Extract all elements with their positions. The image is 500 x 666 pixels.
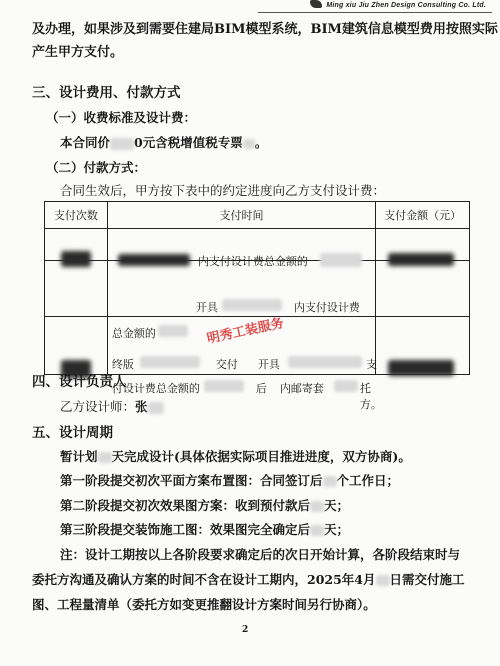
redacted-percent [204,380,244,392]
redacted-days [98,452,112,463]
company-name: Ming xiu Jiu Zhen Design Consulting Co. Ltd. [326,2,486,9]
redacted-text [288,356,362,368]
redacted-amount [388,360,454,376]
subsection-2-title: （二）付款方式： [46,160,147,175]
note-line-1: 注：设计工期按以上各阶段要求确定后的次日开始计算，各阶段结束时与 [60,547,461,562]
redacted-days [310,501,324,512]
period-line-1b: 天完成设计(具体依据实际项目推进进度，双方协商)。 [111,449,411,464]
row2-text-c: 总金额的 [111,326,156,340]
stage-3b: 天； [324,522,350,537]
redacted-text [222,299,282,311]
note-2a: 委托方沟通及确认方案的时间不含在设计工期内，2025年4月 [32,572,376,587]
table-cell [107,229,375,268]
redacted-amount [110,138,134,150]
header-rule [258,12,492,13]
section-5-title: 五、设计周期 [32,425,113,441]
redacted-count [61,251,91,267]
contract-price-end: 。 [254,135,268,150]
contract-price-suffix: 0元含税增值税专票 [134,135,243,150]
table-cell [376,229,470,261]
note-line-2 [32,572,465,588]
table-row [45,229,470,261]
header-cell-amount: 支付金额（元） [376,202,470,229]
redacted-percent [158,325,188,337]
watermark-stamp: 明秀工装服务 [205,315,285,346]
body-line-2: 产生甲方支付。 [32,45,124,60]
stage-3a: 第三阶段提交装饰施工图：效果图完全确定后 [60,522,311,537]
note-line-3: 图、工程量清单（委托方如变更推翻设计方案时间另行协商）。 [32,597,376,612]
redacted-date [376,575,390,586]
period-line-1 [60,449,411,465]
body-line-1: 及办理，如果涉及到需要住建局BIM模型系统，BIM建筑信息模型费用按照实际 [32,22,498,37]
redacted-percent [320,253,362,267]
row3-text-e: 付设计费总金额的 [111,381,200,395]
row3-text-b: 交付 [215,357,238,371]
stage-2b: 天； [324,498,350,513]
table-header-row [45,202,470,229]
note-2b: 日需交付施工 [389,572,465,587]
table-cell [45,261,108,317]
redacted-tax [243,139,255,149]
table-cell [45,317,108,375]
page-number: 2 [242,625,249,635]
designer-label: 乙方设计师： [60,399,136,414]
redacted-text [118,254,190,266]
redacted-amount [388,253,454,266]
stage-1a: 第一阶段提交初次平面方案布置图：合同签订后 [60,473,323,488]
stage-2a: 第二阶段提交初次效果图方案：收到预付款后 [60,498,311,513]
row3-text-a: 终版 [111,357,134,371]
stage-1b: 个工作日； [336,473,400,488]
redacted-days [323,476,337,487]
table-cell [45,229,108,261]
stage-2-line [60,498,349,514]
stage-3-line [60,522,349,538]
row2-text-b: 内支付设计费 [293,300,360,314]
row3-text-h: 托方。 [359,381,382,411]
contract-price-prefix: 本合同价 [60,135,111,150]
row3-text-c: 开具 [257,357,280,371]
redacted-text [334,380,358,392]
period-line-1a: 暂计划 [60,449,98,464]
header-cell-count: 支付次数 [45,202,108,229]
payment-intro: 合同生效后，甲方按下表中的约定进度向乙方支付设计费： [60,183,386,198]
redacted-name [148,402,164,414]
section-3-title: 三、设计费用、付款方式 [32,85,181,101]
stage-1-line [60,473,399,489]
designer-name: 张 [135,399,148,414]
table-cell [376,317,470,375]
header-cell-time: 支付时间 [107,202,375,229]
row1-text: 内支付设计费总金额的 [197,254,308,268]
subsection-1-title: （一）收费标准及设计费： [46,110,197,125]
section-4-title: 四、设计负责人 [32,374,127,390]
row2-text-a: 开具 [195,300,218,314]
redacted-days [310,525,324,536]
redacted-text [140,356,200,368]
row3-text-f: 后 [255,381,267,395]
row3-text-d: 支 [365,357,377,371]
contract-price-line [60,135,267,151]
logo-mark-icon [310,0,322,8]
row3-text-g: 内邮寄套 [279,381,324,395]
designer-line [60,399,164,415]
table-row [45,261,470,317]
table-cell [376,261,470,317]
